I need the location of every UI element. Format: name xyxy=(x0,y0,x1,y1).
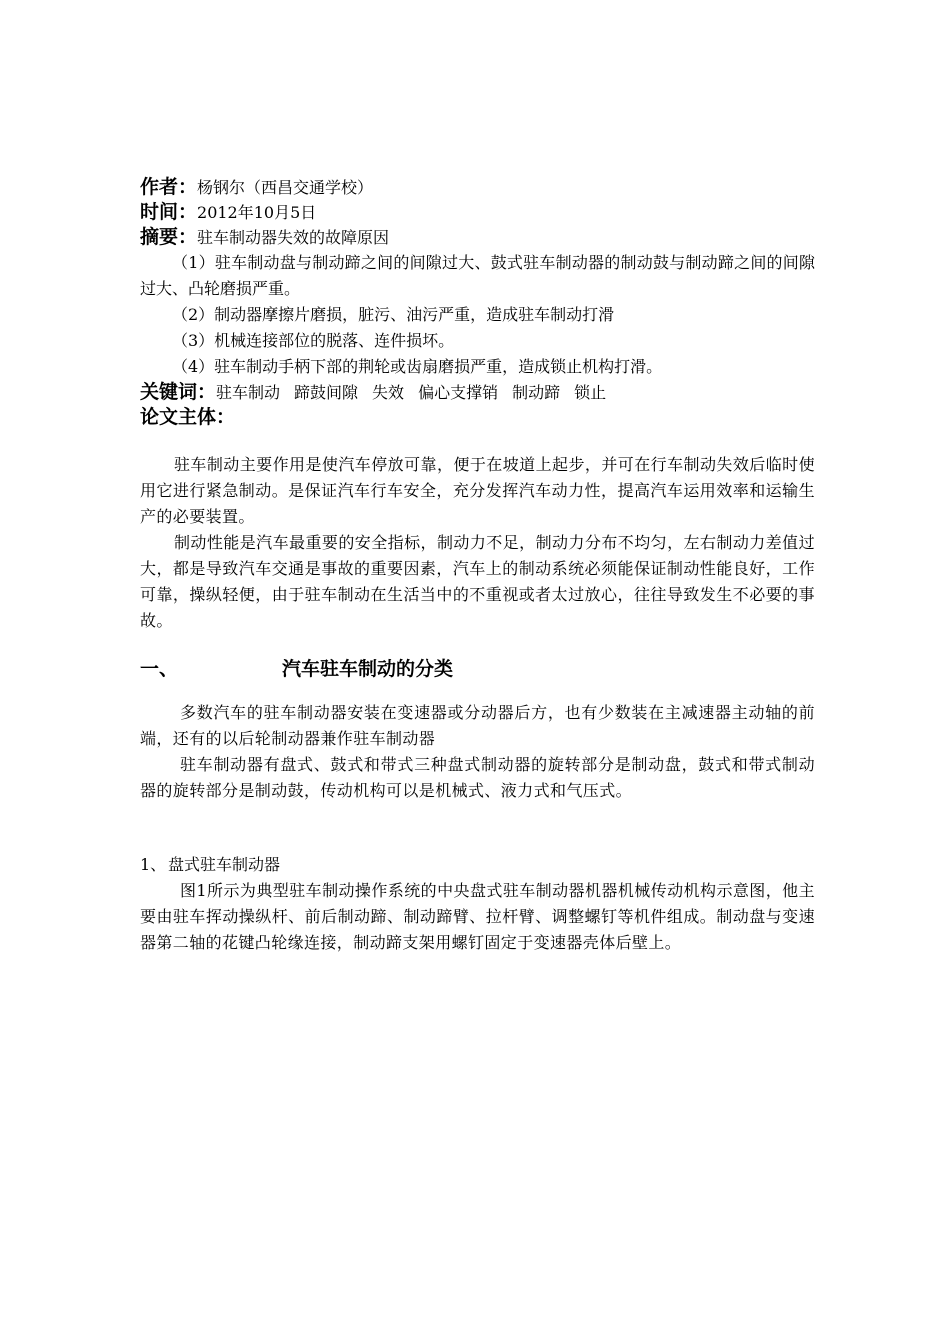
keyword-2: 蹄鼓间隙 xyxy=(294,383,359,402)
time-value: 2012年10月5日 xyxy=(197,203,317,222)
keyword-4: 偏心支撑销 xyxy=(418,383,499,402)
abstract-item-2: （2）制动器摩擦片磨损，脏污、油污严重，造成驻车制动打滑 xyxy=(172,305,615,324)
subsection-1-heading xyxy=(140,852,815,878)
time-line xyxy=(140,200,815,225)
keywords-line xyxy=(140,380,815,405)
abstract-line xyxy=(140,225,815,250)
subsection-1-paragraph: 图1所示为典型驻车制动操作系统的中央盘式驻车制动器机器机械传动机构示意图，他主要由驻车挥动操纵杆、前后制动蹄、制动蹄臂、拉杆臂、调整螺钉等机件组成。制动盘与变速器第二轴的花键凸轮缘连接，制动蹄支架用螺钉固定于变速器壳体后壁上。 xyxy=(140,881,815,952)
abstract-item-4: （4）驻车制动手柄下部的荆轮或齿扇磨损严重，造成锁止机构打滑。 xyxy=(172,357,663,376)
subsection-1-number: 1、 xyxy=(140,855,167,874)
section-1-title: 汽车驻车制动的分类 xyxy=(282,658,454,680)
keyword-1: 驻车制动 xyxy=(216,383,281,402)
author-label: 作者： xyxy=(140,176,198,198)
author-line xyxy=(140,175,815,200)
section-1-heading xyxy=(140,656,815,682)
abstract-value: 驻车制动器失效的故障原因 xyxy=(197,228,390,247)
body-title-line xyxy=(140,405,815,430)
keyword-3: 失效 xyxy=(372,383,405,402)
section-1-number: 一、 xyxy=(140,658,179,680)
abstract-item-3: （3）机械连接部位的脱落、连件损坏。 xyxy=(172,331,455,350)
section-1-paragraph-1: 多数汽车的驻车制动器安装在变速器或分动器后方，也有少数装在主减速器主动轴的前端，还有的以后轮制动器兼作驻车制动器 xyxy=(140,703,815,748)
keywords-label: 关键词： xyxy=(140,381,217,403)
abstract-item-1: （1）驻车制动盘与制动蹄之间的间隙过大、鼓式驻车制动器的制动鼓与制动蹄之间的间隙过大、凸轮磨损严重。 xyxy=(140,253,815,298)
abstract-label: 摘要： xyxy=(140,226,198,248)
intro-paragraph-1: 驻车制动主要作用是使汽车停放可靠，便于在坡道上起步，并可在行车制动失效后临时使用它进行紧急制动。是保证汽车行车安全，充分发挥汽车动力性，提高汽车运用效率和运输生产的必要装置。 xyxy=(140,455,815,526)
time-label: 时间： xyxy=(140,201,198,223)
intro-paragraph-2: 制动性能是汽车最重要的安全指标，制动力不足，制动力分布不均匀，左右制动力差值过大，都是导致汽车交通是事故的重要因素，汽车上的制动系统必须能保证制动性能良好，工作可靠，操纵轻便，由于驻车制动在生活当中的不重视或者太过放心，往往导致发生不必要的事故。 xyxy=(140,533,815,630)
author-value: 杨钢尔（西昌交通学校） xyxy=(197,178,374,197)
keyword-5: 制动蹄 xyxy=(512,383,561,402)
keyword-6: 锁止 xyxy=(574,383,607,402)
document-content xyxy=(140,175,815,956)
subsection-1-title: 盘式驻车制动器 xyxy=(168,855,281,874)
body-title: 论文主体： xyxy=(140,406,236,428)
section-1-paragraph-2: 驻车制动器有盘式、鼓式和带式三种盘式制动器的旋转部分是制动盘，鼓式和带式制动器的旋转部分是制动鼓，传动机构可以是机械式、液力式和气压式。 xyxy=(140,755,815,800)
